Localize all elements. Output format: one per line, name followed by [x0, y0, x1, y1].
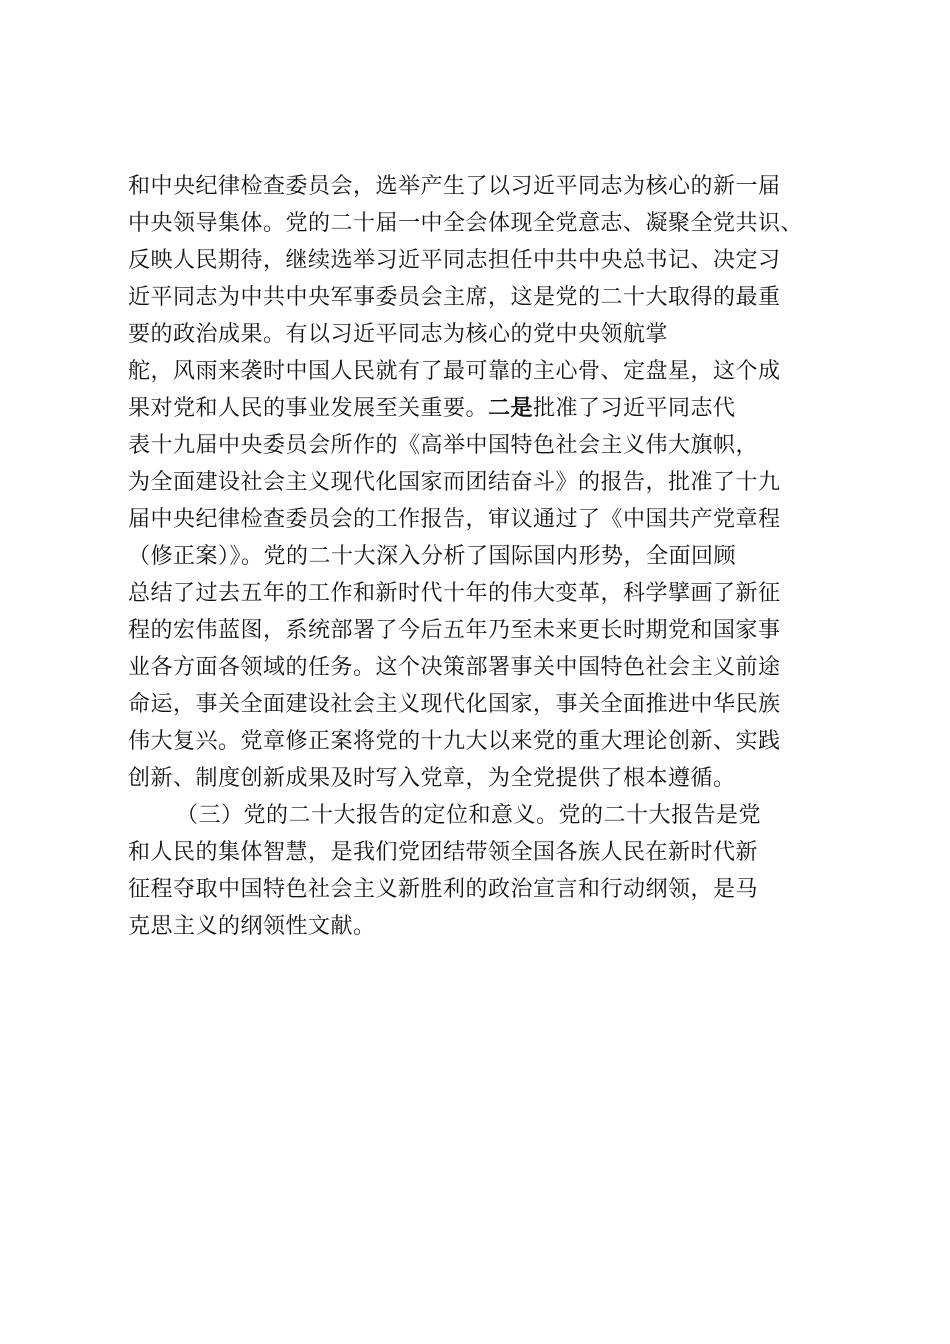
- text-line: 业各方面各领域的任务。这个决策部署事关中国特色社会主义前途: [128, 655, 781, 680]
- text-line: 表十九届中央委员会所作的《高举中国特色社会主义伟大旗帜，: [128, 433, 759, 458]
- text-line: 为全面建设社会主义现代化国家而团结奋斗》的报告，批准了十九: [128, 470, 781, 495]
- text-line: （修正案）》。党的二十大深入分析了国际国内形势，全面回顾: [128, 544, 737, 569]
- bold-label: 二是: [488, 396, 534, 421]
- text-segment: 果对党和人民的事业发展至关重要。: [128, 396, 489, 421]
- body-text: [128, 168, 848, 945]
- text-line-mixed: [128, 390, 848, 427]
- text-line: 命运，事关全面建设社会主义现代化国家，事关全面推进中华民族: [128, 692, 781, 717]
- text-line: 克思主义的纲领性文献。: [128, 914, 376, 939]
- text-line: 和中央纪律检查委员会，选举产生了以习近平同志为核心的新一届: [128, 174, 781, 199]
- text-line: 征程夺取中国特色社会主义新胜利的政治宣言和行动纲领，是马: [128, 877, 759, 902]
- section-heading-line: （三）党的二十大报告的定位和意义。党的二十大报告是党: [176, 803, 762, 828]
- text-line: 届中央纪律检查委员会的工作报告，审议通过了《中国共产党章程: [128, 507, 781, 532]
- text-line: 反映人民期待，继续选举习近平同志担任中共中央总书记、决定习: [128, 248, 781, 273]
- text-line: 总结了过去五年的工作和新时代十年的伟大变革，科学擘画了新征: [128, 581, 781, 606]
- text-line: 中央领导集体。党的二十届一中全会体现全党意志、凝聚全党共识、: [128, 211, 804, 236]
- text-line: 程的宏伟蓝图，系统部署了今后五年乃至未来更长时期党和国家事: [128, 618, 781, 643]
- text-line: 伟大复兴。党章修正案将党的十九大以来党的重大理论创新、实践: [128, 729, 781, 754]
- text-line: 要的政治成果。有以习近平同志为核心的党中央领航掌: [128, 322, 669, 347]
- text-line: 和人民的集体智慧，是我们党团结带领全国各族人民在新时代新: [128, 840, 759, 865]
- text-line: 舵，风雨来袭时中国人民就有了最可靠的主心骨、定盘星，这个成: [128, 359, 781, 384]
- text-line: 近平同志为中共中央军事委员会主席，这是党的二十大取得的最重: [128, 285, 781, 310]
- text-segment: 批准了习近平同志代: [533, 396, 736, 421]
- text-line: 创新、制度创新成果及时写入党章，为全党提供了根本遵循。: [128, 766, 736, 791]
